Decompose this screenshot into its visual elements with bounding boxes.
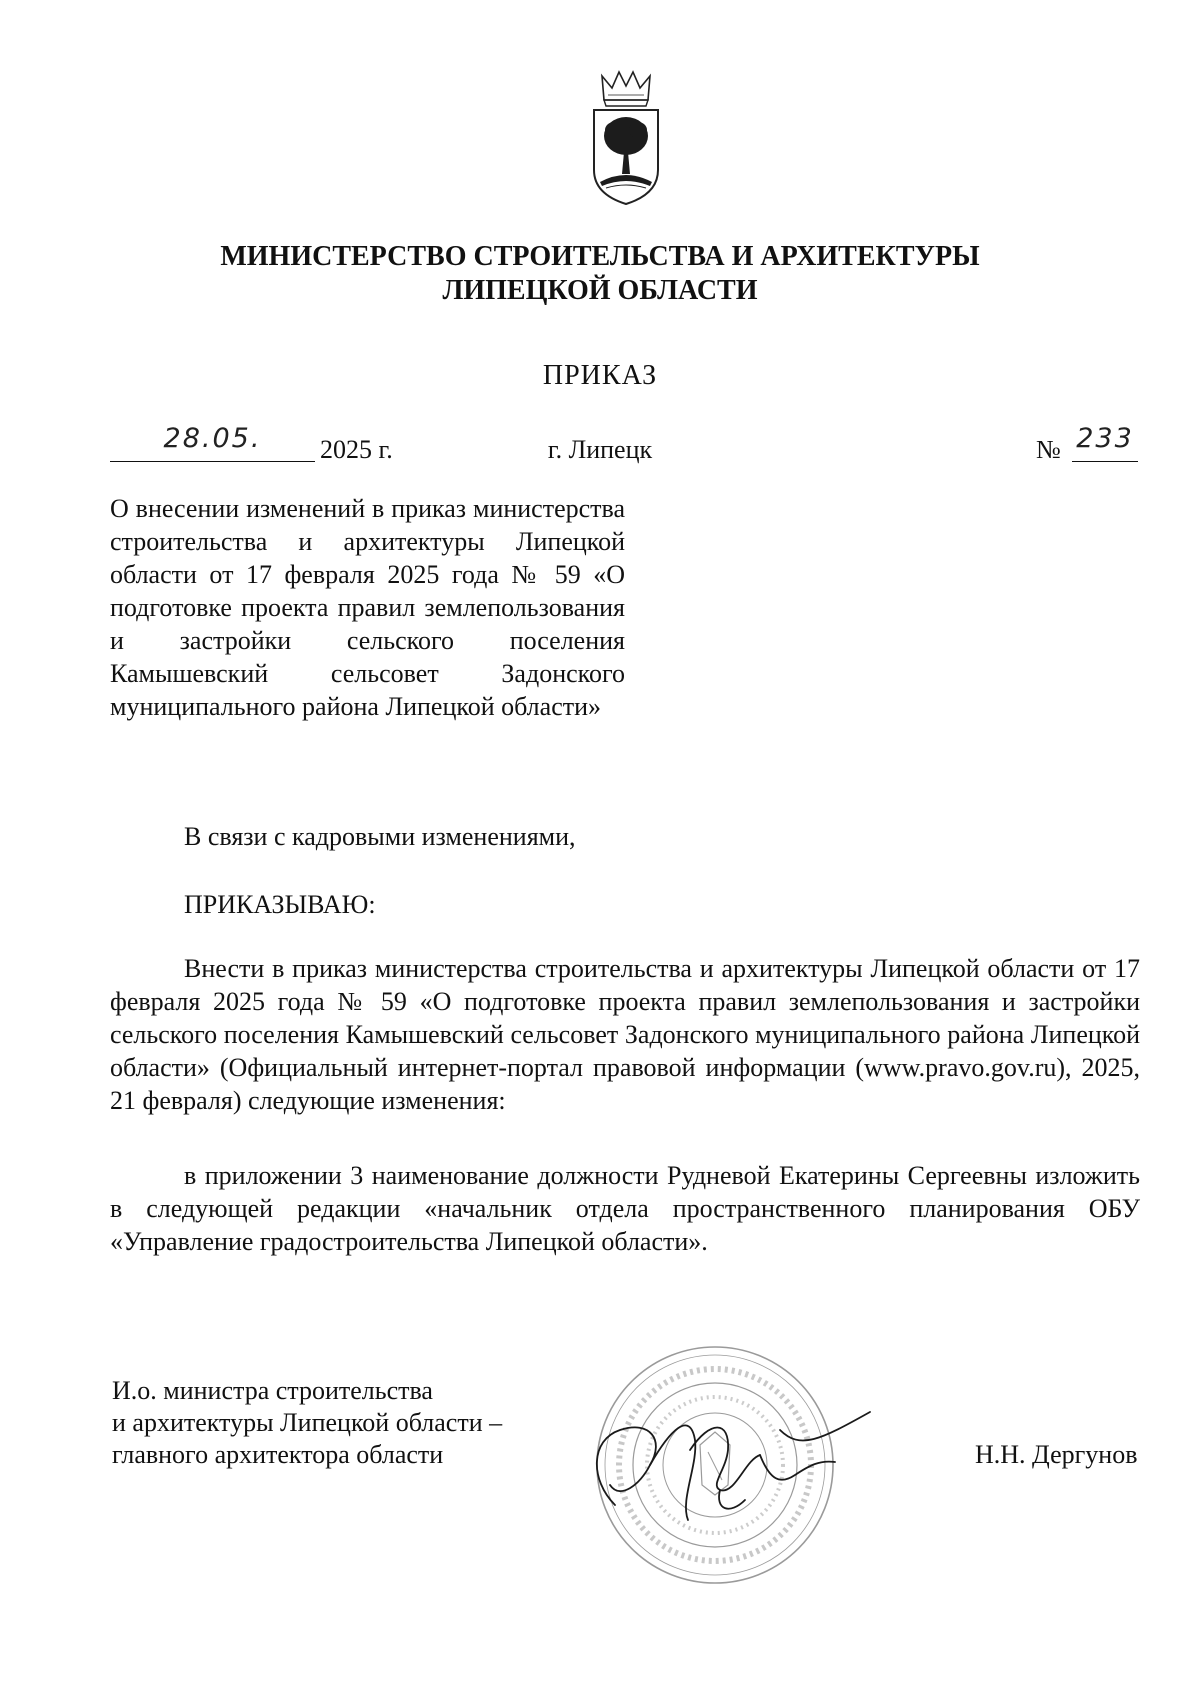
year-label: 2025 г. — [320, 435, 393, 464]
ministry-title-line2: ЛИПЕЦКОЙ ОБЛАСТИ — [442, 275, 758, 306]
date-handwritten: 28.05. — [163, 423, 262, 454]
main-paragraph: Внести в приказ министерства строительства и архитектуры Липецкой области от 17 февраля 2025 года № 59 «О подготовке проекта правил землепользования и застройки сельского поселения Камышевский сельсовет Задонского муниципального района Липецкой области» (Официальный интернет-портал правовой информации (www.pravo.gov.ru), 2025, 21 февраля) следующие изменения: — [110, 954, 1140, 1115]
signatory-name: Н.Н. Дергунов — [975, 1440, 1138, 1469]
number-sign: № — [1036, 435, 1061, 464]
order-subject: О внесении изменений в приказ министерства строительства и архитектуры Липецкой области от 17 февраля 2025 года № 59 «О подготовке проекта правил землепользования и застройки сельского поселения Камышевский сельсовет Задонского муниципального района Липецкой области» — [110, 494, 625, 721]
ministry-title-line1: МИНИСТЕРСТВО СТРОИТЕЛЬСТВА И АРХИТЕКТУРЫ — [220, 241, 980, 272]
reason-paragraph: В связи с кадровыми изменениями, — [184, 822, 576, 851]
amendment-paragraph: в приложении 3 наименование должности Рудневой Екатерины Сергеевны изложить в следующей редакции «начальник отдела пространственного планирования ОБУ «Управление градостроительства Липецкой области». — [110, 1161, 1140, 1256]
position-line1: И.о. министра строительства — [112, 1376, 433, 1405]
number-handwritten: 233 — [1076, 423, 1134, 454]
dateline — [0, 425, 1200, 465]
ministry-title — [0, 240, 1200, 308]
order-word: ПРИКАЗЫВАЮ: — [184, 890, 376, 919]
position-line2: и архитектуры Липецкой области – — [112, 1408, 503, 1437]
handwritten-signature-icon — [570, 1390, 890, 1530]
city-label: г. Липецк — [547, 435, 653, 464]
position-line3: главного архитектора области — [112, 1440, 444, 1469]
document-type: ПРИКАЗ — [542, 360, 658, 391]
number-field — [1072, 423, 1138, 462]
signatory-position — [112, 1375, 502, 1471]
lipetsk-coat-of-arms-icon — [586, 70, 666, 208]
